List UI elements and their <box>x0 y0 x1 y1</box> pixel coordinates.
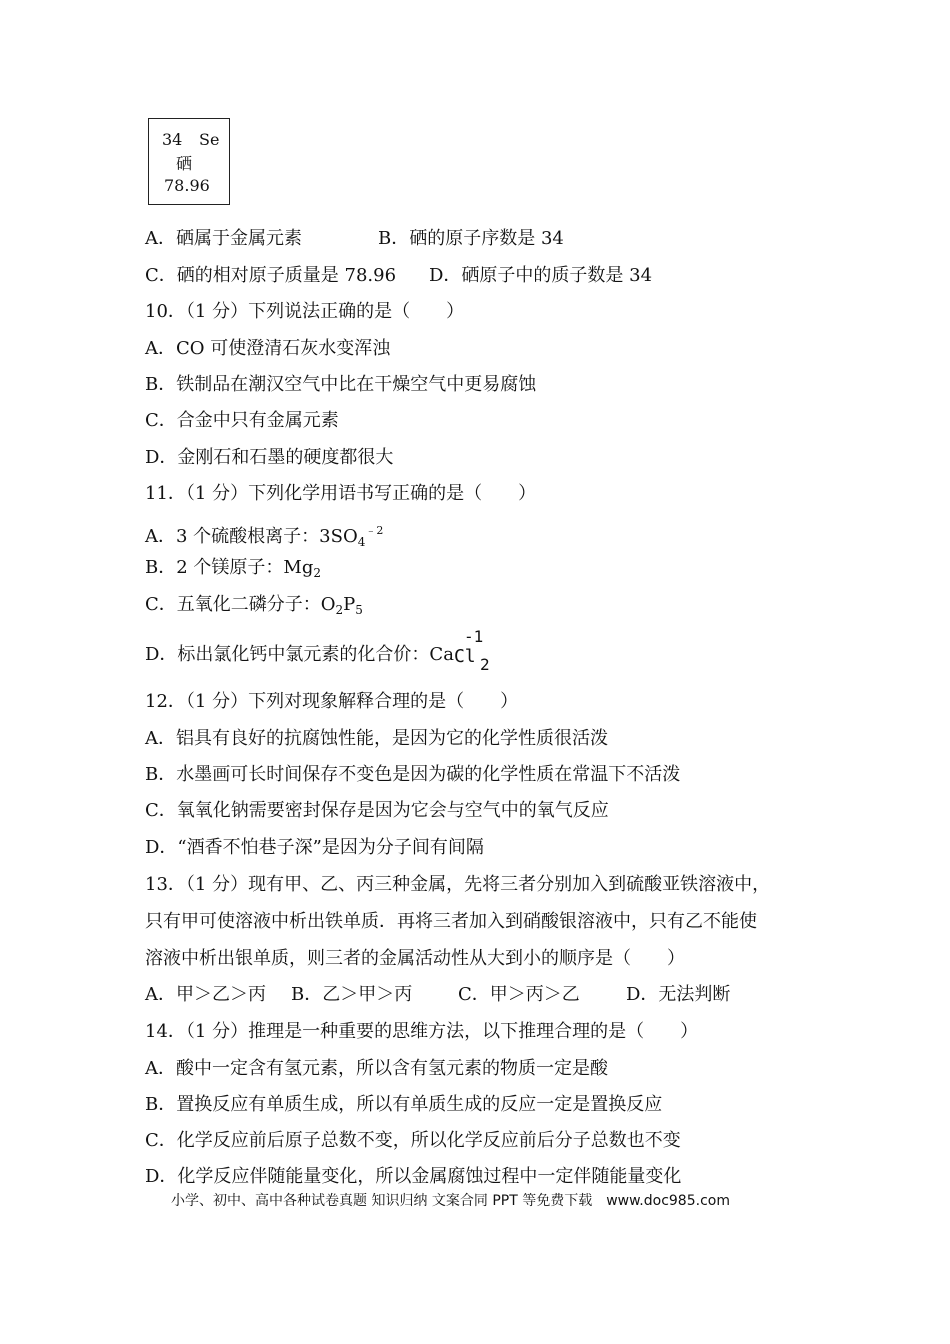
valence-formula: -1 Cl 2 <box>453 627 490 674</box>
q11-stem: 11．（1 分）下列化学用语书写正确的是（ ） <box>145 483 537 504</box>
element-name: 硒 <box>176 154 193 173</box>
atomic-mass: 78.96 <box>164 176 210 195</box>
q12-option-c: C．氧氧化钠需要密封保存是因为它会与空气中的氧气反应 <box>145 800 609 821</box>
q12-option-a: A．铝具有良好的抗腐蚀性能，是因为它的化学性质很活泼 <box>145 728 608 749</box>
q13-option-b: B．乙＞甲＞丙 <box>291 984 413 1005</box>
q11-option-b: B．2 个镁原子：$Mg_2$ <box>145 557 321 580</box>
q10-option-c: C．合金中只有金属元素 <box>145 410 339 431</box>
q11-option-d: D．标出氯化钙中氯元素的化合价：Ca -1 Cl 2 <box>145 643 494 667</box>
q14-option-a: A．酸中一定含有氢元素，所以含有氢元素的物质一定是酸 <box>145 1058 608 1079</box>
q9-options-row1 <box>145 227 564 251</box>
q10-stem: 10．（1 分）下列说法正确的是（ ） <box>145 301 465 322</box>
q10-option-a: A．CO 可使澄清石灰水变浑浊 <box>145 338 391 359</box>
q13-stem-line2: 只有甲可使溶液中析出铁单质．再将三者加入到硝酸银溶液中，只有乙不能使 <box>145 911 757 932</box>
q10-option-d: D．金刚石和石墨的硬度都很大 <box>145 447 394 468</box>
q13-option-c: C．甲＞丙＞乙 <box>458 984 580 1005</box>
q14-stem: 14．（1 分）推理是一种重要的思维方法，以下推理合理的是（ ） <box>145 1021 699 1042</box>
q14-option-d: D．化学反应伴随能量变化，所以金属腐蚀过程中一定伴随能量变化 <box>145 1166 682 1187</box>
q9-options-row2 <box>145 264 653 288</box>
q11-option-a: A．3 个硫酸根离子：$3SO_4^{﹣2}$ <box>145 524 384 549</box>
q9-option-d: D．硒原子中的质子数是 34 <box>429 265 653 286</box>
q9-option-c: C．硒的相对原子质量是 78.96 <box>145 265 397 286</box>
q9-option-a: A．硒属于金属元素 <box>145 228 302 249</box>
q13-option-a: A．甲＞乙＞丙 <box>145 984 266 1005</box>
q14-option-c: C．化学反应前后原子总数不变，所以化学反应前后分子总数也不变 <box>145 1130 681 1151</box>
q10-option-b: B．铁制品在潮汉空气中比在干燥空气中更易腐蚀 <box>145 374 537 395</box>
q13-options-row <box>145 983 731 1007</box>
q9-option-b: B．硒的原子序数是 34 <box>378 228 564 249</box>
q13-stem-line3: 溶液中析出银单质，则三者的金属活动性从大到小的顺序是（ ） <box>145 948 685 969</box>
q12-option-b: B．水墨画可长时间保存不变色是因为碳的化学性质在常温下不活泼 <box>145 764 681 785</box>
q12-option-d: D．“酒香不怕巷子深”是因为分子间有间隔 <box>145 837 484 858</box>
q14-option-b: B．置换反应有单质生成，所以有单质生成的反应一定是置换反应 <box>145 1094 663 1115</box>
atomic-number: 34 <box>162 130 183 149</box>
q13-option-d: D．无法判断 <box>626 984 731 1005</box>
q13-stem-line1: 13．（1 分）现有甲、乙、丙三种金属，先将三者分别加入到硫酸亚铁溶液中， <box>145 874 771 895</box>
element-symbol: Se <box>199 130 220 149</box>
periodic-element-card <box>148 118 230 205</box>
q11-option-c: C．五氧化二磷分子：$O_2P_5$ <box>145 594 363 617</box>
page-footer: 小学、初中、高中各种试卷真题 知识归纳 文案合同 PPT 等免费下载 www.doc985.com <box>171 1193 730 1209</box>
q12-stem: 12．（1 分）下列对现象解释合理的是（ ） <box>145 691 519 712</box>
